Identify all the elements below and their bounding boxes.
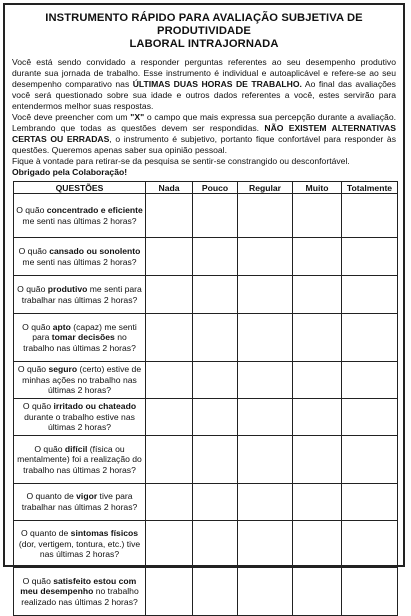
answer-cell-totalmente[interactable] (342, 484, 398, 521)
answer-cell-nada[interactable] (146, 238, 193, 276)
question-segment: O quão (17, 364, 49, 375)
answer-cell-regular[interactable] (238, 521, 293, 568)
answer-cell-nada[interactable] (146, 521, 193, 568)
question-text (14, 314, 146, 362)
header-regular: Regular (238, 182, 293, 194)
answer-cell-nada[interactable] (146, 276, 193, 314)
question-text (14, 436, 146, 484)
answer-cell-totalmente[interactable] (342, 276, 398, 314)
question-segment: O quanto de (26, 491, 77, 502)
intro-emphasis: "X" (130, 112, 145, 122)
answer-cell-pouco[interactable] (193, 276, 238, 314)
answer-cell-regular[interactable] (238, 399, 293, 436)
title-line-1: INSTRUMENTO RÁPIDO PARA AVALIAÇÃO SUBJETIVA DE PRODUTIVIDADE (45, 12, 363, 37)
table-row (14, 362, 398, 399)
question-emphasis: cansado ou sonolento (49, 245, 141, 256)
header-totalmente: Totalmente (342, 182, 398, 194)
question-segment: O quão (18, 245, 50, 256)
question-text (14, 362, 146, 399)
answer-cell-muito[interactable] (293, 314, 342, 362)
answer-cell-totalmente[interactable] (342, 194, 398, 238)
document-title (12, 12, 396, 51)
question-emphasis: apto (52, 321, 71, 332)
answer-cell-regular[interactable] (238, 238, 293, 276)
intro-paragraph-1 (12, 57, 396, 112)
answer-cell-pouco[interactable] (193, 568, 238, 616)
answer-cell-pouco[interactable] (193, 194, 238, 238)
intro-text: Você está sendo convidado a responder perguntas referentes ao seu desempenho produtivo durante sua jornada de trabalho. Esse instrumento é individual e autoaplicável e refere-se ao seu desempenho comparativo nas (12, 57, 396, 89)
questions-body (14, 194, 398, 616)
intro-text: Você deve preencher com um (12, 112, 131, 122)
header-questoes: QUESTÕES (14, 182, 146, 194)
question-segment: O quão (34, 443, 65, 454)
thanks-line: Obrigado pela Colaboração! (12, 167, 128, 177)
intro-text: , o instrumento é subjetivo, portanto fique confortável para responder às questões. Queremos apenas saber sua opinião pessoal. (12, 134, 396, 155)
answer-cell-muito[interactable] (293, 362, 342, 399)
question-segment: O quanto de (20, 528, 71, 539)
answer-cell-regular[interactable] (238, 276, 293, 314)
question-emphasis: vigor (76, 491, 98, 502)
question-text (14, 521, 146, 568)
answer-cell-totalmente[interactable] (342, 521, 398, 568)
question-text (14, 568, 146, 616)
answer-cell-totalmente[interactable] (342, 568, 398, 616)
answer-cell-muito[interactable] (293, 238, 342, 276)
question-segment: (capaz) me senti para (32, 321, 137, 343)
question-segment: (dor, vertigem, tontura, etc.) tive nas últimas 2 horas? (18, 538, 141, 560)
table-row (14, 521, 398, 568)
table-row (14, 194, 398, 238)
answer-cell-regular[interactable] (238, 194, 293, 238)
answer-cell-muito[interactable] (293, 484, 342, 521)
header-muito: Muito (293, 182, 342, 194)
answer-cell-nada[interactable] (146, 194, 193, 238)
intro-paragraph-3: Fique à vontade para retirar-se da pesquisa se sentir-se constrangido ou desconfortável. (12, 156, 350, 166)
answer-cell-pouco[interactable] (193, 521, 238, 568)
answer-cell-muito[interactable] (293, 276, 342, 314)
table-row (14, 314, 398, 362)
question-segment: (física ou mentalmente) foi a realização do trabalho nas últimas 2 horas? (17, 443, 142, 475)
intro-text: o campo que mais expressa sua percepção durante a avaliação. Lembrando que todas as questões devem ser respondidas. (12, 112, 396, 133)
answer-cell-pouco[interactable] (193, 362, 238, 399)
answer-cell-pouco[interactable] (193, 399, 238, 436)
table-header-row (14, 182, 398, 194)
answer-cell-regular[interactable] (238, 568, 293, 616)
answer-cell-muito[interactable] (293, 436, 342, 484)
answer-cell-muito[interactable] (293, 568, 342, 616)
question-segment: O quão (16, 204, 47, 215)
table-row (14, 568, 398, 616)
question-emphasis: concentrado e eficiente (46, 204, 143, 215)
question-segment: O quão (22, 401, 54, 412)
table-row (14, 276, 398, 314)
intro-emphasis: ÚLTIMAS DUAS HORAS DE TRABALHO. (132, 79, 302, 89)
answer-cell-nada[interactable] (146, 436, 193, 484)
question-emphasis: tomar decisões (51, 332, 115, 343)
table-row (14, 399, 398, 436)
answer-cell-nada[interactable] (146, 362, 193, 399)
answer-cell-pouco[interactable] (193, 238, 238, 276)
question-emphasis: difícil (64, 443, 88, 454)
question-segment: me senti nas últimas 2 horas? (22, 256, 137, 267)
intro-paragraph-2 (12, 112, 396, 156)
question-segment: (certo) estive de minhas ações no trabalho nas últimas 2 horas? (22, 364, 142, 396)
question-segment: O quão (22, 575, 54, 586)
question-text (14, 194, 146, 238)
question-emphasis: sintomas físicos (70, 528, 139, 539)
question-segment: me senti para trabalhar nas últimas 2 horas? (21, 283, 142, 305)
intro-text: Ao final das avaliações você será questionado sobre sua idade e outros dados referentes a você, estes servirão para entendermos melhor suas respostas. (12, 79, 396, 111)
answer-cell-nada[interactable] (146, 399, 193, 436)
answer-cell-totalmente[interactable] (342, 362, 398, 399)
question-text (14, 484, 146, 521)
question-segment: no trabalho realizado nas últimas 2 horas? (21, 586, 139, 607)
answer-cell-muito[interactable] (293, 194, 342, 238)
question-segment: no trabalho nas últimas 2 horas? (23, 332, 136, 353)
question-segment: tive para trabalhar nas últimas 2 horas? (21, 491, 138, 512)
question-emphasis: irritado ou chateado (53, 401, 137, 412)
answer-cell-muito[interactable] (293, 521, 342, 568)
answer-cell-regular[interactable] (238, 314, 293, 362)
answer-cell-pouco[interactable] (193, 436, 238, 484)
question-emphasis: produtivo (47, 283, 88, 294)
answer-cell-totalmente[interactable] (342, 314, 398, 362)
answer-cell-pouco[interactable] (193, 314, 238, 362)
table-row (14, 484, 398, 521)
title-line-2: LABORAL INTRAJORNADA (129, 38, 279, 50)
answer-cell-muito[interactable] (293, 399, 342, 436)
answer-cell-regular[interactable] (238, 436, 293, 484)
question-text (14, 399, 146, 436)
question-emphasis: satisfeito estou com meu desempenho (20, 575, 137, 597)
questions-table (13, 181, 398, 616)
answer-cell-totalmente[interactable] (342, 436, 398, 484)
answer-cell-totalmente[interactable] (342, 238, 398, 276)
questionnaire-frame (3, 3, 405, 607)
question-text (14, 238, 146, 276)
answer-cell-pouco[interactable] (193, 484, 238, 521)
answer-cell-nada[interactable] (146, 484, 193, 521)
answer-cell-regular[interactable] (238, 484, 293, 521)
question-text (14, 276, 146, 314)
question-segment: O quão (22, 321, 53, 332)
question-emphasis: seguro (48, 364, 78, 375)
table-row (14, 436, 398, 484)
answer-cell-nada[interactable] (146, 314, 193, 362)
intro-emphasis: NÃO EXISTEM ALTERNATIVAS CERTAS OU ERRADAS (12, 123, 396, 144)
question-segment: me senti nas últimas 2 horas? (22, 215, 137, 226)
question-segment: O quão (17, 283, 48, 294)
header-pouco: Pouco (193, 182, 238, 194)
header-nada: Nada (146, 182, 193, 194)
table-row (14, 238, 398, 276)
answer-cell-nada[interactable] (146, 568, 193, 616)
answer-cell-totalmente[interactable] (342, 399, 398, 436)
question-segment: durante o trabalho estive nas últimas 2 horas? (24, 411, 135, 433)
answer-cell-regular[interactable] (238, 362, 293, 399)
